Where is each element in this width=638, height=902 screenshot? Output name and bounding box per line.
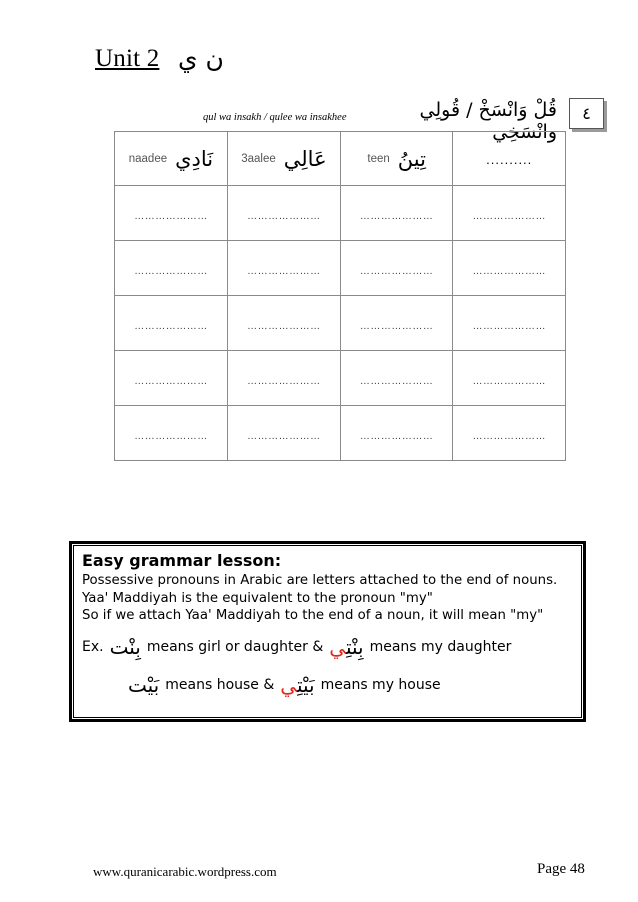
blank-line: ………………… [359, 210, 434, 222]
practice-row [115, 406, 566, 461]
example-arabic-word: نَادِي [175, 146, 214, 171]
grammar-example-house [82, 673, 573, 697]
practice-cell[interactable] [115, 296, 228, 351]
blank-line: ………………… [134, 210, 208, 222]
blank-line: ………………… [359, 430, 434, 442]
grammar-line: Possessive pronouns in Arabic are letters attached to the end of nouns. [82, 573, 558, 588]
blank-line: ………………… [247, 430, 321, 442]
word-base: بَيْتِ [296, 672, 315, 697]
practice-cell[interactable] [227, 351, 340, 406]
practice-cell[interactable] [453, 241, 566, 296]
grammar-line: Yaa' Maddiyah is the equivalent to the pronoun "my" [82, 590, 433, 606]
footer-url[interactable]: www.quranicarabic.wordpress.com [93, 864, 277, 879]
practice-cell[interactable] [453, 186, 566, 241]
blank-placeholder: .......... [486, 152, 533, 167]
example-cell [227, 132, 340, 186]
blank-line: ………………… [472, 375, 546, 387]
page-number: Page 48 [537, 861, 585, 877]
writing-practice-table [114, 131, 566, 461]
blank-line: ………………… [472, 430, 546, 442]
blank-line: ………………… [247, 320, 321, 332]
practice-cell[interactable] [453, 296, 566, 351]
practice-row [115, 241, 566, 296]
example-transliteration: 3aalee [241, 152, 276, 165]
word-base: بِنْتِ [345, 634, 364, 659]
practice-cell[interactable] [115, 241, 228, 296]
practice-row [115, 351, 566, 406]
example-word-bintee [329, 635, 363, 659]
grammar-line: So if we attach Yaa' Maddiyah to the end of a noun, it will mean "my" [82, 608, 544, 623]
example-meaning-possessive: means my daughter [369, 638, 512, 655]
practice-cell[interactable] [340, 186, 453, 241]
practice-cell[interactable] [115, 351, 228, 406]
grammar-example-daughter [82, 635, 573, 659]
example-transliteration: naadee [128, 152, 168, 165]
practice-cell[interactable] [340, 296, 453, 351]
example-word-bayt: بَيْت [128, 672, 160, 697]
yaa-suffix: ي [280, 672, 297, 697]
blank-line: ………………… [359, 320, 434, 332]
instruction-transliteration: qul wa insakh / qulee wa insakhee [203, 112, 347, 123]
practice-cell[interactable] [453, 351, 566, 406]
unit-title: Unit 2 [95, 45, 160, 72]
yaa-suffix: ي [329, 634, 346, 659]
blank-line: ………………… [359, 375, 434, 387]
example-cell [115, 132, 228, 186]
practice-cell[interactable] [340, 406, 453, 461]
practice-cell[interactable] [115, 406, 228, 461]
blank-line: ………………… [247, 210, 321, 222]
blank-line: ………………… [472, 265, 546, 277]
blank-line: ………………… [247, 265, 321, 277]
grammar-title: Easy grammar lesson: [82, 551, 282, 570]
example-row [115, 132, 566, 186]
practice-cell[interactable] [453, 406, 566, 461]
example-cell [340, 132, 453, 186]
practice-cell[interactable] [340, 351, 453, 406]
instruction-arabic: قُلْ وَانْسَخْ / قُولِي وانْسَخِي [419, 99, 557, 143]
practice-row [115, 296, 566, 351]
example-word-bint: بِنْت [109, 634, 141, 659]
example-meaning: means house & [165, 676, 275, 693]
example-meaning-possessive: means my house [320, 676, 441, 693]
unit-letters: ن ي [178, 44, 224, 73]
blank-line: ………………… [134, 265, 208, 277]
example-arabic-word: تِينُ [397, 146, 426, 171]
example-word-baytee [280, 673, 314, 697]
practice-cell[interactable] [227, 296, 340, 351]
practice-cell[interactable] [227, 241, 340, 296]
grammar-lesson-box [73, 545, 582, 718]
practice-cell[interactable] [340, 241, 453, 296]
example-meaning: means girl or daughter & [146, 638, 324, 655]
blank-line: ………………… [359, 265, 434, 277]
practice-cell[interactable] [227, 406, 340, 461]
practice-cell[interactable] [115, 186, 228, 241]
blank-line: ………………… [472, 210, 546, 222]
example-transliteration: teen [367, 152, 390, 165]
example-prefix: Ex. [82, 638, 104, 655]
example-arabic-word: عَالِي [283, 146, 327, 171]
practice-cell[interactable] [227, 186, 340, 241]
practice-row [115, 186, 566, 241]
blank-line: ………………… [472, 320, 546, 332]
blank-line: ………………… [247, 375, 321, 387]
example-cell-blank[interactable] [453, 132, 566, 186]
blank-line: ………………… [134, 430, 208, 442]
blank-line: ………………… [134, 375, 208, 387]
blank-line: ………………… [134, 320, 208, 332]
exercise-number-badge: ٤ [569, 98, 604, 129]
